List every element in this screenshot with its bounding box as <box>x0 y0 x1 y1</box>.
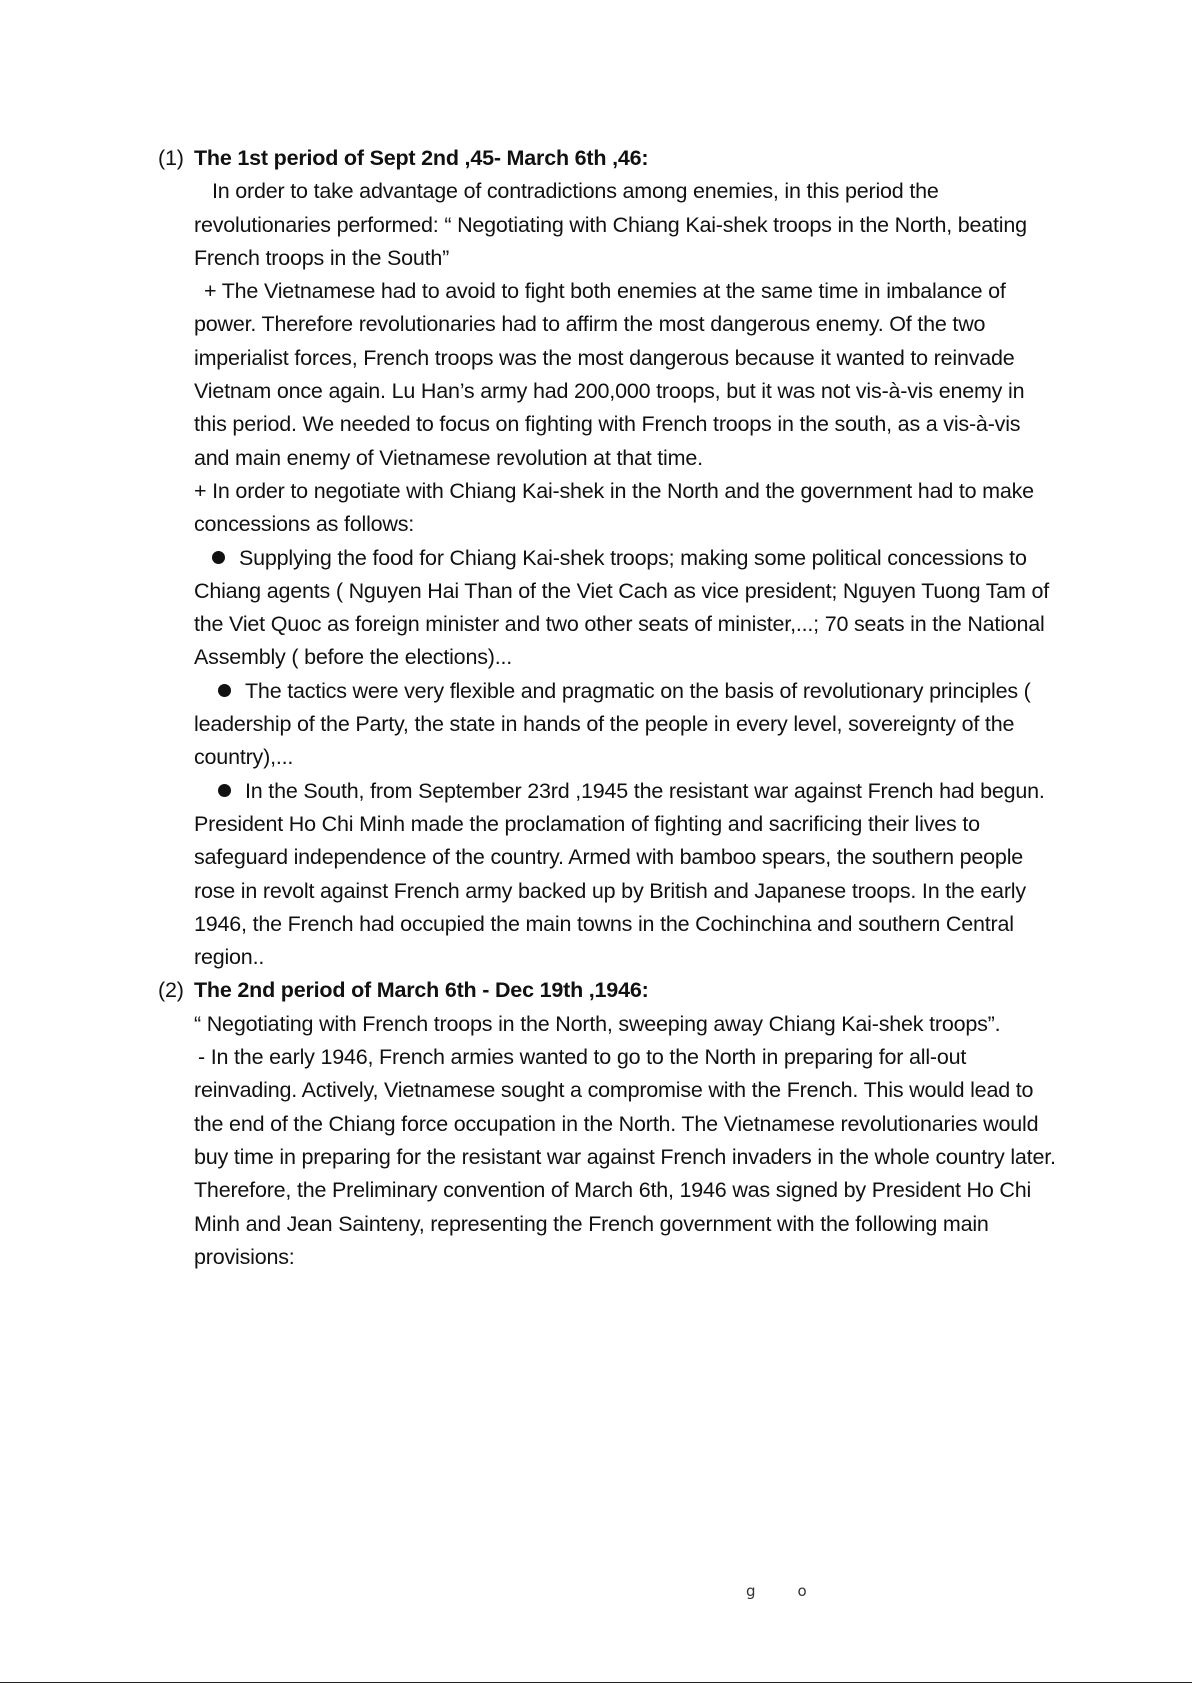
bullet-icon <box>218 684 231 697</box>
section-2-title: The 2nd period of March 6th - Dec 19th ,1946: <box>194 978 649 1003</box>
section-2-convention-paragraph: Therefore, the Preliminary convention of March 6th, 1946 was signed by President Ho Chi Minh and Jean Sainteny, representing the French government with the following main provisions: <box>194 1178 1032 1269</box>
bullet-text: The tactics were very flexible and pragmatic on the basis of revolutionary principles ( leadership of the Party, the state in hands of the people in every level, sovereignty of the country),... <box>194 678 1031 770</box>
section-1-bullet-item <box>158 775 1058 975</box>
section-1-number: (1) <box>158 146 184 170</box>
footer-marks <box>746 1582 807 1600</box>
section-1-bullet-item <box>158 675 1058 775</box>
section-1-heading <box>158 142 1058 175</box>
bullet-icon <box>218 784 231 797</box>
footer-mark-right: o <box>797 1582 807 1600</box>
section-1-bullet-item <box>158 542 1058 675</box>
section-2-compromise-paragraph: - In the early 1946, French armies wanted to go to the North in preparing for all-out reinvading. Actively, Vietnamese sought a compromise with the French. This would lead to the end of the Chiang force occupation in the North. The Vietnamese revolutionaries would buy time in preparing for the resistant war against French invaders in the whole country later. <box>194 1045 1056 1169</box>
section-1-concessions-paragraph: + In order to negotiate with Chiang Kai-shek in the North and the government had to make concessions as follows: <box>194 478 1034 537</box>
section-1-intro-paragraph: In order to take advantage of contradictions among enemies, in this period the revolutionaries performed: “ Negotiating with Chiang Kai-shek troops in the North, beating French troops in the South” <box>194 179 1027 270</box>
section-2-slogan-paragraph: “ Negotiating with French troops in the North, sweeping away Chiang Kai-shek troops”. <box>194 1011 1001 1036</box>
section-2-heading <box>158 974 1058 1007</box>
document-body <box>158 142 1058 1274</box>
section-1-title: The 1st period of Sept 2nd ,45- March 6th ,46: <box>194 146 649 170</box>
section-1-dangerous-enemy-paragraph: + The Vietnamese had to avoid to fight both enemies at the same time in imbalance of power. Therefore revolutionaries had to affirm the most dangerous enemy. Of the two imperialist forces, French troops was the most dangerous because it wanted to reinvade Vietnam once again. Lu Han’s army had 200,000 troops, but it was not vis-à-vis enemy in this period. We needed to focus on fighting with French troops in the south, as a vis-à-vis and main enemy of Vietnamese revolution at that time. <box>194 279 1025 470</box>
page-bottom-rule <box>0 1682 1192 1683</box>
footer-mark-left: g <box>746 1582 756 1600</box>
bullet-icon <box>212 551 225 564</box>
bullet-text: Supplying the food for Chiang Kai-shek troops; making some political concessions to Chiang agents ( Nguyen Hai Than of the Viet Cach as vice president; Nguyen Tuong Tam of the Viet Quoc as foreign minister and two other seats of minister,...; 70 seats in the National Assembly ( before the elections)... <box>194 545 1050 670</box>
section-2-number: (2) <box>158 978 184 1003</box>
bullet-text: In the South, from September 23rd ,1945 the resistant war against French had begun. President Ho Chi Minh made the proclamation of fighting and sacrificing their lives to safeguard independence of the country. Armed with bamboo spears, the southern people rose in revolt against French army backed up by British and Japanese troops. In the early 1946, the French had occupied the main towns in the Cochinchina and southern Central region.. <box>194 778 1045 970</box>
